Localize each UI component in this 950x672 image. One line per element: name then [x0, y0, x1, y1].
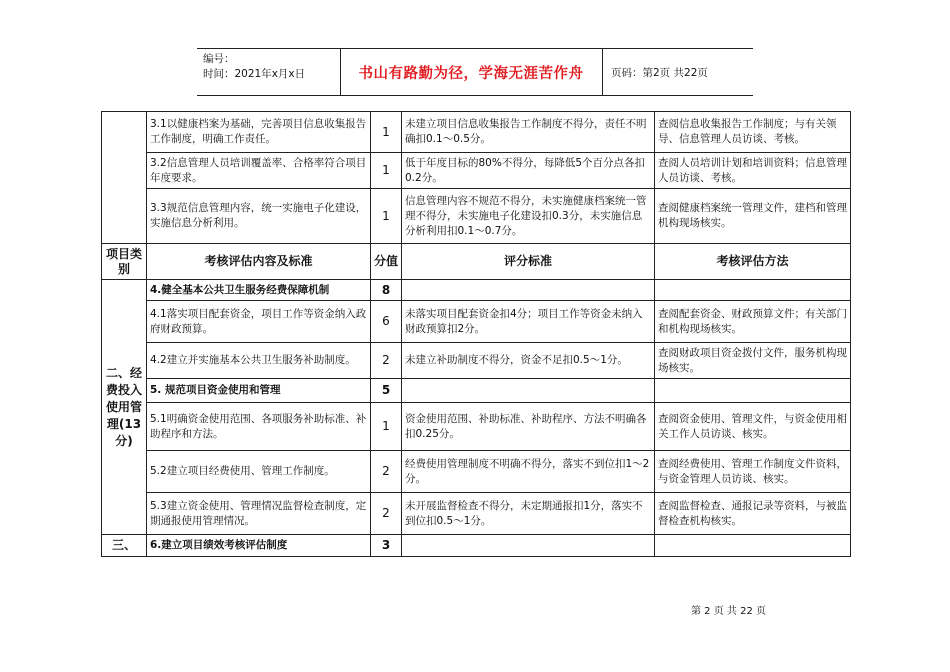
header-meta [203, 52, 305, 82]
method-cell: 查阅配套资金、财政预算文件；有关部门和机构现场核实。 [655, 301, 851, 343]
criteria-cell: 未建立项目信息收集报告工作制度不得分，责任不明确扣0.1～0.5分。 [402, 112, 655, 153]
criteria-cell: 未落实项目配套资金扣4分；项目工作等资金未纳入财政预算扣2分。 [402, 301, 655, 343]
header-criteria: 评分标准 [402, 244, 655, 280]
page-label: 页码：第2页 共22页 [611, 67, 708, 79]
table-row [102, 403, 851, 451]
category-cell: 二、经费投入使用管理(13分) [102, 280, 147, 535]
method-cell [655, 535, 851, 557]
method-cell: 查阅人员培训计划和培训资料；信息管理人员访谈、考核。 [655, 153, 851, 189]
score-cell: 8 [371, 280, 402, 301]
content-cell: 3.1以健康档案为基础，完善项目信息收集报告工作制度，明确工作责任。 [147, 112, 371, 153]
content-cell: 5. 规范项目资金使用和管理 [147, 379, 371, 403]
score-cell: 2 [371, 451, 402, 493]
table-row [102, 112, 851, 153]
content-cell: 5.1明确资金使用范围、各项服务补助标准、补助程序和方法。 [147, 403, 371, 451]
page-footer: 第 2 页 共 22 页 [691, 606, 766, 617]
table-row [102, 493, 851, 535]
time-label: 时间：2021年x月x日 [203, 68, 306, 80]
content-cell: 6.建立项目绩效考核评估制度 [147, 535, 371, 557]
header-score: 分值 [371, 244, 402, 280]
number-label: 编号： [203, 53, 235, 65]
content-cell: 3.2信息管理人员培训覆盖率、合格率符合项目年度要求。 [147, 153, 371, 189]
criteria-cell [402, 379, 655, 403]
table-row [102, 301, 851, 343]
method-cell: 查阅经费使用、管理工作制度文件资料，与资金管理人员访谈、核实。 [655, 451, 851, 493]
content-cell: 4.2建立并实施基本公共卫生服务补助制度。 [147, 343, 371, 379]
table-row [102, 451, 851, 493]
criteria-cell [402, 535, 655, 557]
table-row [102, 379, 851, 403]
content-cell: 4.1落实项目配套资金，项目工作等资金纳入政府财政预算。 [147, 301, 371, 343]
content-cell: 5.2建立项目经费使用、管理工作制度。 [147, 451, 371, 493]
method-cell [655, 280, 851, 301]
table-row [102, 280, 851, 301]
method-cell: 查阅信息收集报告工作制度；与有关领导、信息管理人员访谈、考核。 [655, 112, 851, 153]
table-header-row [102, 244, 851, 280]
header-method: 考核评估方法 [655, 244, 851, 280]
table-row [102, 535, 851, 557]
header-slogan: 书山有路勤为径，学海无涯苦作舟 [358, 65, 584, 82]
header-divider [602, 49, 603, 95]
table-row [102, 153, 851, 189]
score-cell: 3 [371, 535, 402, 557]
method-cell: 查阅财政项目资金拨付文件，服务机构现场核实。 [655, 343, 851, 379]
header-content: 考核评估内容及标准 [147, 244, 371, 280]
criteria-cell: 未建立补助制度不得分，资金不足扣0.5～1分。 [402, 343, 655, 379]
content-cell: 4.健全基本公共卫生服务经费保障机制 [147, 280, 371, 301]
criteria-cell [402, 280, 655, 301]
page-header [197, 48, 753, 96]
category-cell-empty [102, 112, 147, 244]
table-row [102, 189, 851, 244]
content-cell: 3.3规范信息管理内容，统一实施电子化建设，实施信息分析利用。 [147, 189, 371, 244]
score-cell: 6 [371, 301, 402, 343]
criteria-cell: 低于年度目标的80%不得分，每降低5个百分点各扣0.2分。 [402, 153, 655, 189]
score-cell: 2 [371, 343, 402, 379]
content-cell: 5.3建立资金使用、管理情况监督检查制度，定期通报使用管理情况。 [147, 493, 371, 535]
method-cell: 查阅资金使用、管理文件，与资金使用相关工作人员访谈、核实。 [655, 403, 851, 451]
criteria-cell: 未开展监督检查不得分，未定期通报扣1分，落实不到位扣0.5～1分。 [402, 493, 655, 535]
score-cell: 2 [371, 493, 402, 535]
score-cell: 1 [371, 112, 402, 153]
score-cell: 5 [371, 379, 402, 403]
score-cell: 1 [371, 153, 402, 189]
method-cell: 查阅监督检查、通报记录等资料，与被监督检查机构核实。 [655, 493, 851, 535]
method-cell: 查阅健康档案统一管理文件，建档和管理机构现场核实。 [655, 189, 851, 244]
criteria-cell: 经费使用管理制度不明确不得分，落实不到位扣1～2分。 [402, 451, 655, 493]
criteria-cell: 资金使用范围、补助标准、补助程序、方法不明确各扣0.25分。 [402, 403, 655, 451]
score-cell: 1 [371, 189, 402, 244]
criteria-cell: 信息管理内容不规范不得分，未实施健康档案统一管理不得分，未实施电子化建设扣0.3分，未实施信息分析利用扣0.1～0.7分。 [402, 189, 655, 244]
assessment-table [101, 111, 851, 557]
category-cell: 三、 [102, 535, 147, 557]
score-cell: 1 [371, 403, 402, 451]
table-row [102, 343, 851, 379]
header-category: 项目类别 [102, 244, 147, 280]
method-cell [655, 379, 851, 403]
